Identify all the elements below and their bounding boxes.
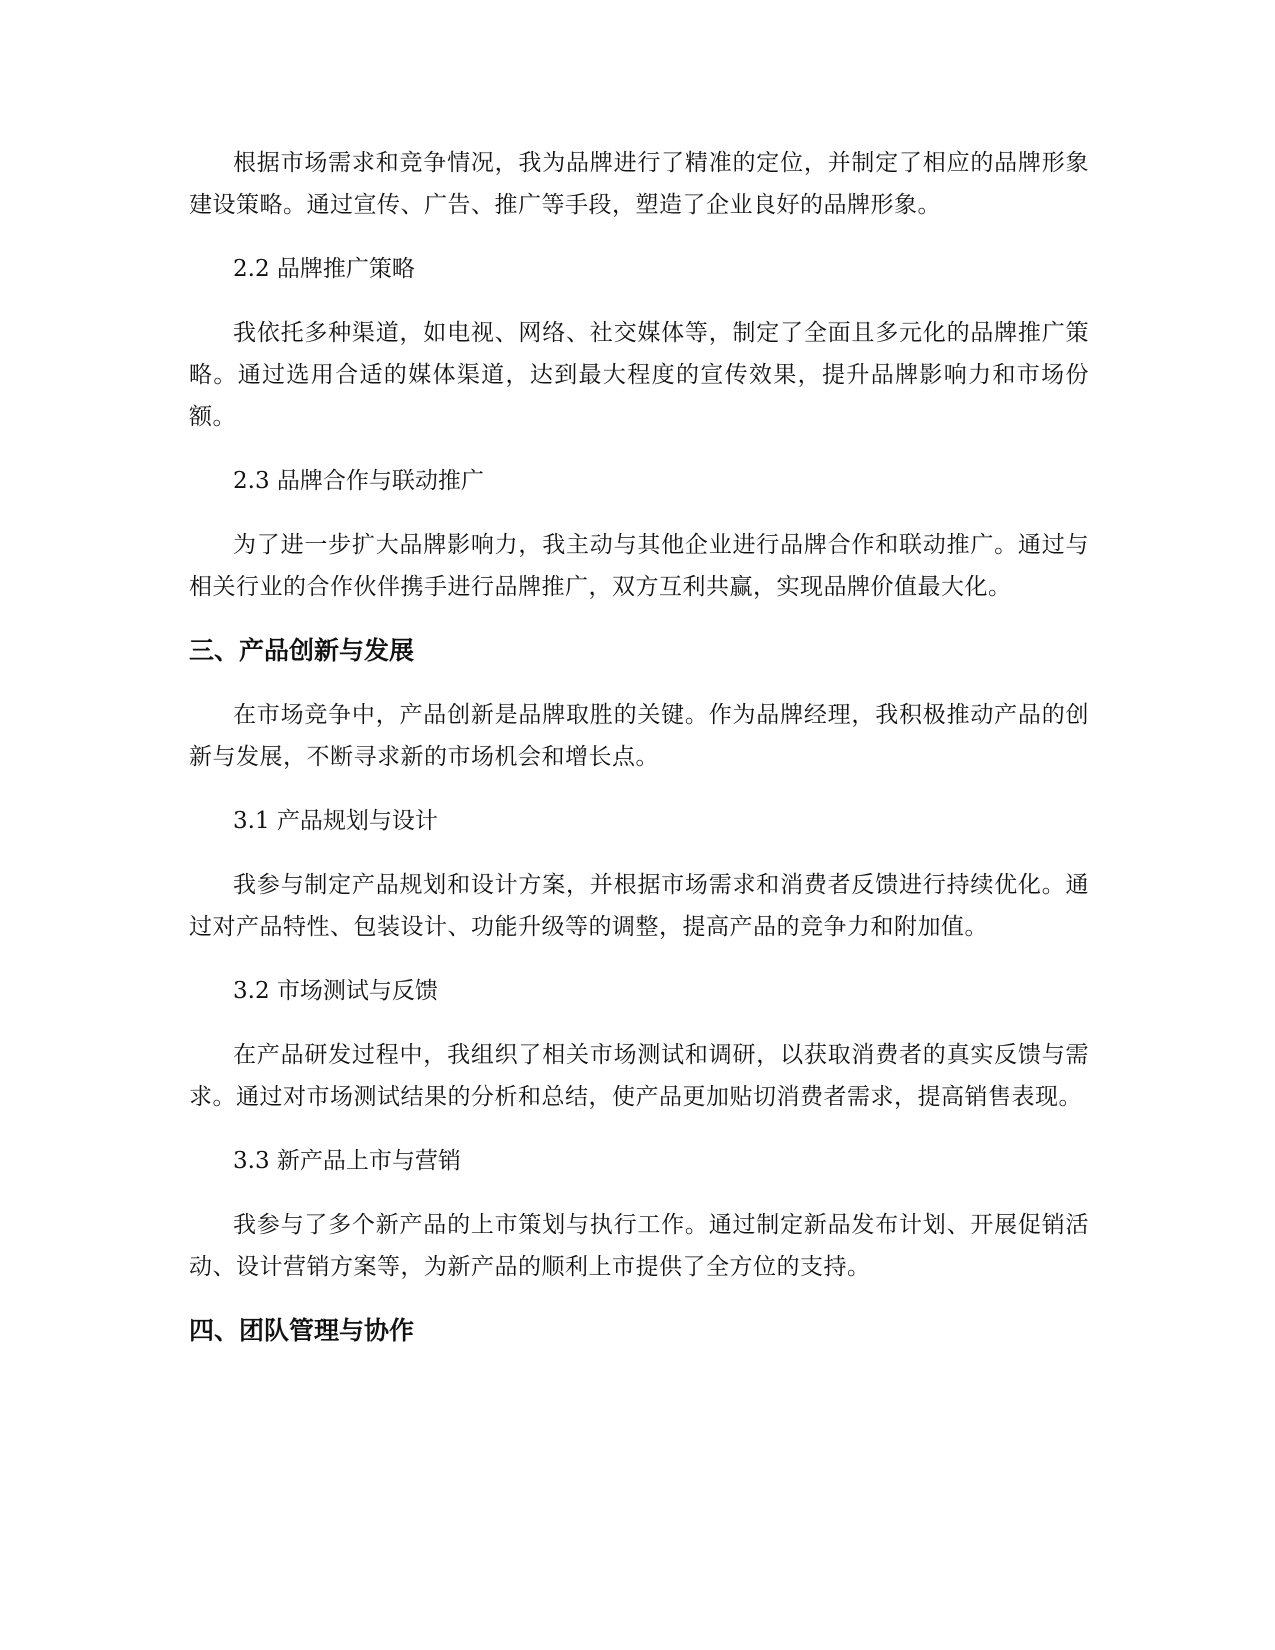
paragraph-market-testing: 在产品研发过程中，我组织了相关市场测试和调研，以获取消费者的真实反馈与需求。通过对市场测试结果的分析和总结，使产品更加贴切消费者需求，提高销售表现。 [189,1042,1089,1110]
paragraph-brand-promotion: 我依托多种渠道，如电视、网络、社交媒体等，制定了全面且多元化的品牌推广策略。通过选用合适的媒体渠道，达到最大程度的宣传效果，提升品牌影响力和市场份额。 [189,320,1089,430]
subheading-3-2: 3.2 市场测试与反馈 [233,978,438,1004]
paragraph-product-planning: 我参与制定产品规划和设计方案，并根据市场需求和消费者反馈进行持续优化。通过对产品特性、包装设计、功能升级等的调整，提高产品的竞争力和附加值。 [189,872,1089,940]
document-page [189,142,1089,1374]
paragraph-brand-cooperation: 为了进一步扩大品牌影响力，我主动与其他企业进行品牌合作和联动推广。通过与相关行业的合作伙伴携手进行品牌推广，双方互利共赢，实现品牌价值最大化。 [189,532,1089,600]
paragraph-product-innovation: 在市场竞争中，产品创新是品牌取胜的关键。作为品牌经理，我积极推动产品的创新与发展，不断寻求新的市场机会和增长点。 [189,702,1089,770]
section-heading-4: 四、团队管理与协作 [189,1316,415,1345]
section-heading-3: 三、产品创新与发展 [189,636,415,665]
subheading-2-2: 2.2 品牌推广策略 [233,256,415,282]
paragraph-product-launch: 我参与了多个新产品的上市策划与执行工作。通过制定新品发布计划、开展促销活动、设计营销方案等，为新产品的顺利上市提供了全方位的支持。 [189,1212,1089,1280]
paragraph-brand-positioning: 根据市场需求和竞争情况，我为品牌进行了精准的定位，并制定了相应的品牌形象建设策略。通过宣传、广告、推广等手段，塑造了企业良好的品牌形象。 [189,150,1089,218]
subheading-2-3: 2.3 品牌合作与联动推广 [233,468,484,494]
subheading-3-1: 3.1 产品规划与设计 [233,808,438,834]
subheading-3-3: 3.3 新产品上市与营销 [233,1148,461,1174]
